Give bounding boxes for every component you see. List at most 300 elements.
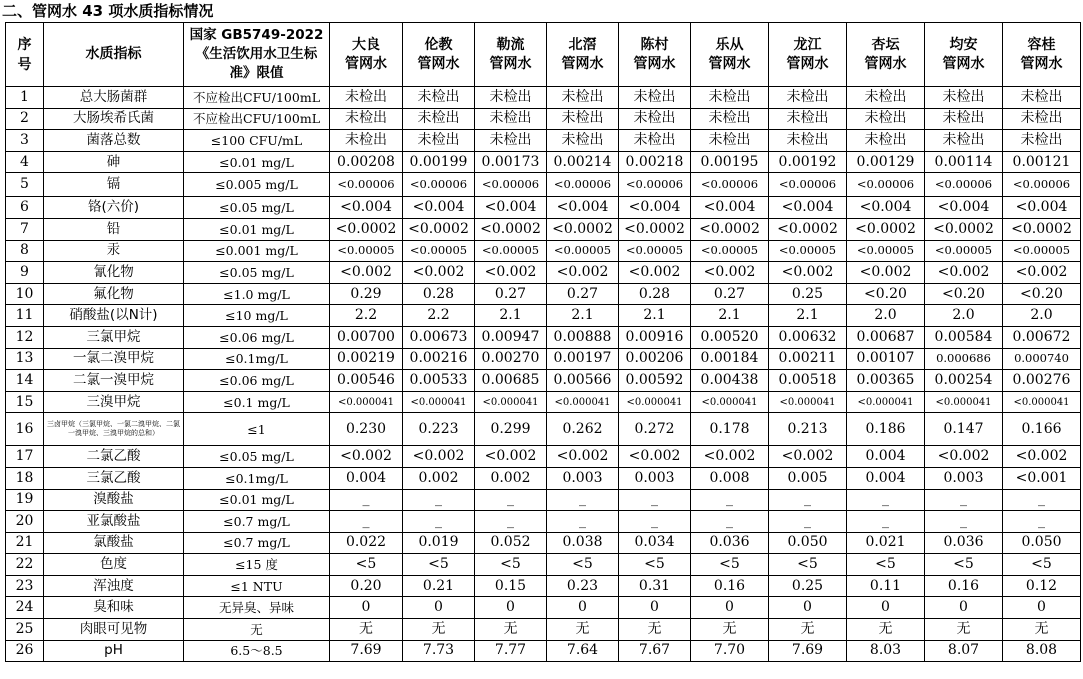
measurement-cell: 0.23 — [547, 575, 619, 597]
measurement-cell: 0.00947 — [475, 326, 547, 348]
page-title: 二、管网水 43 项水质指标情况 — [2, 2, 214, 20]
measurement-cell: 未检出 — [925, 130, 1003, 152]
indicator-name: 汞 — [44, 240, 184, 262]
measurement-cell: <0.002 — [847, 262, 925, 284]
measurement-cell: 0.16 — [691, 575, 769, 597]
measurement-cell: 8.08 — [1003, 640, 1081, 662]
measurement-cell: <0.00005 — [475, 240, 547, 262]
measurement-cell: 0.11 — [847, 575, 925, 597]
measurement-cell: <0.000041 — [403, 391, 475, 413]
standard-limit: ≤1.0 mg/L — [184, 283, 330, 305]
measurement-cell: 0.00700 — [330, 326, 403, 348]
measurement-cell: 2.1 — [547, 305, 619, 327]
measurement-cell: 0.25 — [769, 575, 847, 597]
measurement-cell: <0.004 — [925, 197, 1003, 219]
table-row — [6, 130, 1081, 152]
measurement-cell: 未检出 — [847, 87, 925, 109]
measurement-cell: <0.002 — [691, 446, 769, 468]
header-site — [769, 23, 847, 87]
standard-limit: ≤0.01 mg/L — [184, 489, 330, 511]
table-row — [6, 640, 1081, 662]
measurement-cell: 0.002 — [475, 467, 547, 489]
standard-limit: ≤0.01 mg/L — [184, 218, 330, 240]
measurement-cell: 2.2 — [330, 305, 403, 327]
standard-limit: ≤0.005 mg/L — [184, 173, 330, 197]
site-type: 管网水 — [345, 55, 387, 72]
measurement-cell: 7.67 — [619, 640, 691, 662]
standard-limit: ≤15 度 — [184, 554, 330, 576]
measurement-cell: 未检出 — [547, 130, 619, 152]
measurement-cell: 无 — [691, 619, 769, 641]
header-index-line: 号 — [17, 56, 32, 73]
measurement-cell: 无 — [619, 619, 691, 641]
measurement-cell: 0.00687 — [847, 326, 925, 348]
header-indicator: 水质指标 — [44, 23, 184, 87]
measurement-cell: <0.000041 — [769, 391, 847, 413]
measurement-cell: 未检出 — [1003, 108, 1081, 130]
measurement-cell: _ — [847, 489, 925, 511]
measurement-cell: 0 — [547, 597, 619, 619]
measurement-cell: 0.00438 — [691, 370, 769, 392]
measurement-cell: 0 — [1003, 597, 1081, 619]
measurement-cell: <5 — [619, 554, 691, 576]
measurement-cell: 无 — [330, 619, 403, 641]
standard-limit: ≤0.001 mg/L — [184, 240, 330, 262]
measurement-cell: 0.213 — [769, 413, 847, 446]
row-number: 6 — [6, 197, 44, 219]
measurement-cell: 7.70 — [691, 640, 769, 662]
measurement-cell: 未检出 — [403, 130, 475, 152]
measurement-cell: 0.003 — [619, 467, 691, 489]
measurement-cell: <0.002 — [330, 262, 403, 284]
measurement-cell: 0 — [691, 597, 769, 619]
measurement-cell: <0.001 — [1003, 467, 1081, 489]
measurement-cell: 未检出 — [1003, 130, 1081, 152]
measurement-cell: 2.0 — [847, 305, 925, 327]
measurement-cell: 未检出 — [847, 130, 925, 152]
measurement-cell: _ — [475, 489, 547, 511]
measurement-cell: 0.00592 — [619, 370, 691, 392]
measurement-cell: 0.00673 — [403, 326, 475, 348]
row-number: 2 — [6, 108, 44, 130]
row-number: 16 — [6, 413, 44, 446]
standard-limit: ≤10 mg/L — [184, 305, 330, 327]
table-row — [6, 532, 1081, 554]
measurement-cell: 2.1 — [475, 305, 547, 327]
measurement-cell: <0.004 — [769, 197, 847, 219]
measurement-cell: 未检出 — [1003, 87, 1081, 109]
measurement-cell: _ — [925, 489, 1003, 511]
measurement-cell: _ — [847, 511, 925, 533]
site-name: 均安 — [949, 36, 978, 53]
measurement-cell: 0.038 — [547, 532, 619, 554]
row-number: 10 — [6, 283, 44, 305]
measurement-cell: <0.0002 — [691, 218, 769, 240]
measurement-cell: 0.036 — [925, 532, 1003, 554]
measurement-cell: <0.004 — [475, 197, 547, 219]
measurement-cell: 0.230 — [330, 413, 403, 446]
standard-limit: ≤0.7 mg/L — [184, 532, 330, 554]
measurement-cell: 0.223 — [403, 413, 475, 446]
measurement-cell: _ — [1003, 511, 1081, 533]
measurement-cell: 无 — [403, 619, 475, 641]
header-standard — [184, 23, 330, 87]
measurement-cell: 0.186 — [847, 413, 925, 446]
measurement-cell: <0.0002 — [330, 218, 403, 240]
measurement-cell: <0.002 — [925, 446, 1003, 468]
table-row — [6, 262, 1081, 284]
measurement-cell: _ — [769, 511, 847, 533]
measurement-cell: 0.00114 — [925, 151, 1003, 173]
site-type: 管网水 — [864, 55, 907, 72]
measurement-cell: <0.0002 — [619, 218, 691, 240]
row-number: 26 — [6, 640, 44, 662]
measurement-cell: <0.004 — [847, 197, 925, 219]
measurement-cell: 未检出 — [619, 108, 691, 130]
measurement-cell: 0.00216 — [403, 348, 475, 370]
measurement-cell: <0.0002 — [403, 218, 475, 240]
measurement-cell: <0.00005 — [547, 240, 619, 262]
measurement-cell: 0.00219 — [330, 348, 403, 370]
measurement-cell: 0 — [619, 597, 691, 619]
site-type: 管网水 — [489, 55, 532, 72]
header-index — [6, 23, 44, 87]
measurement-cell: <0.0002 — [925, 218, 1003, 240]
measurement-cell: 0 — [403, 597, 475, 619]
table-row — [6, 391, 1081, 413]
indicator-name: 镉 — [44, 173, 184, 197]
measurement-cell: 0.00546 — [330, 370, 403, 392]
measurement-cell: 2.2 — [403, 305, 475, 327]
header-standard-line: 《生活饮用水卫生标 — [195, 46, 318, 62]
measurement-cell: 0.28 — [619, 283, 691, 305]
measurement-cell: 未检出 — [769, 87, 847, 109]
measurement-cell: <0.00005 — [619, 240, 691, 262]
measurement-cell: 0.262 — [547, 413, 619, 446]
indicator-name: 二氯一溴甲烷 — [44, 370, 184, 392]
standard-limit: ≤0.05 mg/L — [184, 262, 330, 284]
indicator-name: 浑浊度 — [44, 575, 184, 597]
measurement-cell: <0.000041 — [847, 391, 925, 413]
measurement-cell: <0.00006 — [925, 173, 1003, 197]
measurement-cell: 0.00197 — [547, 348, 619, 370]
measurement-cell: <0.004 — [403, 197, 475, 219]
table-row — [6, 597, 1081, 619]
row-number: 23 — [6, 575, 44, 597]
standard-limit: ≤0.7 mg/L — [184, 511, 330, 533]
measurement-cell: <0.002 — [403, 262, 475, 284]
table-row — [6, 348, 1081, 370]
site-name: 杏坛 — [871, 36, 900, 53]
measurement-cell: <0.004 — [619, 197, 691, 219]
measurement-cell: _ — [475, 511, 547, 533]
header-index-line: 序 — [17, 36, 32, 53]
measurement-cell: 0.002 — [403, 467, 475, 489]
header-site — [403, 23, 475, 87]
table-row — [6, 489, 1081, 511]
measurement-cell: 未检出 — [403, 108, 475, 130]
measurement-cell: 0.00518 — [769, 370, 847, 392]
indicator-name: 砷 — [44, 151, 184, 173]
measurement-cell: 8.03 — [847, 640, 925, 662]
measurement-cell: 0.050 — [1003, 532, 1081, 554]
measurement-cell: 0.00184 — [691, 348, 769, 370]
measurement-cell: 0.00206 — [619, 348, 691, 370]
measurement-cell: 0.15 — [475, 575, 547, 597]
measurement-cell: 0.003 — [925, 467, 1003, 489]
row-number: 8 — [6, 240, 44, 262]
measurement-cell: <0.00006 — [330, 173, 403, 197]
measurement-cell: <5 — [475, 554, 547, 576]
header-standard-line: 国家 GB5749-2022 — [189, 27, 324, 43]
standard-limit: ≤0.06 mg/L — [184, 326, 330, 348]
measurement-cell: 2.1 — [769, 305, 847, 327]
measurement-cell: _ — [403, 489, 475, 511]
measurement-cell: <0.00006 — [847, 173, 925, 197]
header-site — [1003, 23, 1081, 87]
indicator-name: pH — [44, 640, 184, 662]
indicator-name: 铅 — [44, 218, 184, 240]
measurement-cell: <0.002 — [475, 262, 547, 284]
measurement-cell: <5 — [403, 554, 475, 576]
measurement-cell: 未检出 — [619, 87, 691, 109]
indicator-name: 三氯乙酸 — [44, 467, 184, 489]
table-row — [6, 326, 1081, 348]
row-number: 5 — [6, 173, 44, 197]
standard-limit: ≤0.05 mg/L — [184, 446, 330, 468]
measurement-cell: 0.00199 — [403, 151, 475, 173]
indicator-name: 二氯乙酸 — [44, 446, 184, 468]
measurement-cell: <0.004 — [1003, 197, 1081, 219]
measurement-cell: 0.25 — [769, 283, 847, 305]
site-type: 管网水 — [942, 55, 985, 72]
row-number: 14 — [6, 370, 44, 392]
header-site — [475, 23, 547, 87]
table-row — [6, 240, 1081, 262]
header-standard-line: 准》限值 — [229, 65, 284, 81]
header-site — [330, 23, 403, 87]
indicator-name: 大肠埃希氏菌 — [44, 108, 184, 130]
indicator-name: 铬(六价) — [44, 197, 184, 219]
measurement-cell: <0.0002 — [547, 218, 619, 240]
measurement-cell: <0.00005 — [691, 240, 769, 262]
measurement-cell: 0.00566 — [547, 370, 619, 392]
measurement-cell: 0.00195 — [691, 151, 769, 173]
measurement-cell: 7.77 — [475, 640, 547, 662]
row-number: 17 — [6, 446, 44, 468]
measurement-cell: 0.022 — [330, 532, 403, 554]
measurement-cell: 2.0 — [925, 305, 1003, 327]
table-row — [6, 283, 1081, 305]
measurement-cell: <0.004 — [330, 197, 403, 219]
measurement-cell: 7.69 — [769, 640, 847, 662]
measurement-cell: 7.73 — [403, 640, 475, 662]
indicator-name: 氰化物 — [44, 262, 184, 284]
header-site — [847, 23, 925, 87]
table-row — [6, 413, 1081, 446]
measurement-cell: 0.034 — [619, 532, 691, 554]
measurement-cell: <0.00006 — [1003, 173, 1081, 197]
indicator-name: 三溴甲烷 — [44, 391, 184, 413]
site-type: 管网水 — [417, 55, 460, 72]
measurement-cell: 0.178 — [691, 413, 769, 446]
measurement-cell: _ — [330, 511, 403, 533]
measurement-cell: 未检出 — [925, 87, 1003, 109]
measurement-cell: 0.00173 — [475, 151, 547, 173]
measurement-cell: <0.00006 — [769, 173, 847, 197]
measurement-cell: <0.002 — [1003, 446, 1081, 468]
measurement-cell: <0.20 — [925, 283, 1003, 305]
measurement-cell: 未检出 — [475, 108, 547, 130]
measurement-cell: <0.00006 — [547, 173, 619, 197]
measurement-cell: 未检出 — [925, 108, 1003, 130]
measurement-cell: 0.29 — [330, 283, 403, 305]
table-row — [6, 370, 1081, 392]
measurement-cell: 未检出 — [547, 87, 619, 109]
measurement-cell: 0.00192 — [769, 151, 847, 173]
measurement-cell: 0.27 — [691, 283, 769, 305]
measurement-cell: <5 — [925, 554, 1003, 576]
table-row — [6, 305, 1081, 327]
row-number: 22 — [6, 554, 44, 576]
standard-limit: ≤0.05 mg/L — [184, 197, 330, 219]
row-number: 25 — [6, 619, 44, 641]
indicator-name: 溴酸盐 — [44, 489, 184, 511]
measurement-cell: 无 — [547, 619, 619, 641]
table-row — [6, 108, 1081, 130]
measurement-cell: 0.00121 — [1003, 151, 1081, 173]
row-number: 24 — [6, 597, 44, 619]
measurement-cell: 2.1 — [691, 305, 769, 327]
measurement-cell: 0.272 — [619, 413, 691, 446]
measurement-cell: _ — [1003, 489, 1081, 511]
header-site — [547, 23, 619, 87]
measurement-cell: <0.00005 — [330, 240, 403, 262]
row-number: 13 — [6, 348, 44, 370]
measurement-cell: 0.00211 — [769, 348, 847, 370]
measurement-cell: _ — [769, 489, 847, 511]
indicator-name: 臭和味 — [44, 597, 184, 619]
site-type: 管网水 — [786, 55, 829, 72]
measurement-cell: 0.005 — [769, 467, 847, 489]
measurement-cell: 0 — [330, 597, 403, 619]
measurement-cell: <0.00006 — [691, 173, 769, 197]
measurement-cell: 0 — [847, 597, 925, 619]
measurement-cell: <0.000041 — [619, 391, 691, 413]
measurement-cell: <0.002 — [769, 262, 847, 284]
header-site — [691, 23, 769, 87]
measurement-cell: <0.002 — [547, 262, 619, 284]
measurement-cell: 0.00365 — [847, 370, 925, 392]
row-number: 4 — [6, 151, 44, 173]
table-row — [6, 619, 1081, 641]
measurement-cell: 0.00916 — [619, 326, 691, 348]
table-row — [6, 554, 1081, 576]
measurement-cell: 0.16 — [925, 575, 1003, 597]
standard-limit: ≤0.1 mg/L — [184, 391, 330, 413]
indicator-name: 亚氯酸盐 — [44, 511, 184, 533]
measurement-cell: 0.00254 — [925, 370, 1003, 392]
measurement-cell: <5 — [847, 554, 925, 576]
measurement-cell: 未检出 — [475, 87, 547, 109]
measurement-cell: 0.000686 — [925, 348, 1003, 370]
measurement-cell: <0.004 — [547, 197, 619, 219]
measurement-cell: 0.050 — [769, 532, 847, 554]
measurement-cell: <5 — [1003, 554, 1081, 576]
measurement-cell: 0.20 — [330, 575, 403, 597]
measurement-cell: 0.021 — [847, 532, 925, 554]
measurement-cell: 0 — [769, 597, 847, 619]
indicator-name: 氯酸盐 — [44, 532, 184, 554]
table-row — [6, 467, 1081, 489]
measurement-cell: 0.00276 — [1003, 370, 1081, 392]
measurement-cell: _ — [547, 511, 619, 533]
measurement-cell: <5 — [769, 554, 847, 576]
measurement-cell: 未检出 — [330, 108, 403, 130]
table-row — [6, 218, 1081, 240]
table-row — [6, 446, 1081, 468]
measurement-cell: 0 — [925, 597, 1003, 619]
table-body — [6, 87, 1081, 662]
measurement-cell: 0.052 — [475, 532, 547, 554]
table-row — [6, 511, 1081, 533]
site-type: 管网水 — [633, 55, 676, 72]
measurement-cell: 2.1 — [619, 305, 691, 327]
measurement-cell: 0.00632 — [769, 326, 847, 348]
measurement-cell: 0.00672 — [1003, 326, 1081, 348]
standard-limit: ≤0.1mg/L — [184, 467, 330, 489]
standard-limit: ≤0.06 mg/L — [184, 370, 330, 392]
measurement-cell: 0.147 — [925, 413, 1003, 446]
measurement-cell: 未检出 — [475, 130, 547, 152]
table-row — [6, 173, 1081, 197]
measurement-cell: <0.002 — [925, 262, 1003, 284]
measurement-cell: 0.31 — [619, 575, 691, 597]
measurement-cell: 无 — [475, 619, 547, 641]
measurement-cell: <0.002 — [547, 446, 619, 468]
measurement-cell: <0.000041 — [475, 391, 547, 413]
measurement-cell: <0.00006 — [475, 173, 547, 197]
measurement-cell: 未检出 — [769, 130, 847, 152]
measurement-cell: 7.69 — [330, 640, 403, 662]
measurement-cell: <0.002 — [475, 446, 547, 468]
measurement-cell: 未检出 — [691, 130, 769, 152]
header-site — [925, 23, 1003, 87]
measurement-cell: _ — [691, 489, 769, 511]
row-number: 11 — [6, 305, 44, 327]
measurement-cell: 0 — [475, 597, 547, 619]
standard-limit: 不应检出CFU/100mL — [184, 87, 330, 109]
measurement-cell: 未检出 — [691, 87, 769, 109]
standard-limit: ≤0.01 mg/L — [184, 151, 330, 173]
standard-limit: 6.5～8.5 — [184, 640, 330, 662]
site-name: 乐从 — [715, 36, 744, 53]
measurement-cell: 0.000740 — [1003, 348, 1081, 370]
measurement-cell: 未检出 — [403, 87, 475, 109]
measurement-cell: 7.64 — [547, 640, 619, 662]
measurement-cell: 0.00888 — [547, 326, 619, 348]
row-number: 20 — [6, 511, 44, 533]
measurement-cell: 未检出 — [547, 108, 619, 130]
standard-limit: ≤1 — [184, 413, 330, 446]
measurement-cell: <0.000041 — [925, 391, 1003, 413]
header-site — [619, 23, 691, 87]
site-type: 管网水 — [1020, 55, 1063, 72]
site-name: 大良 — [352, 36, 380, 53]
measurement-cell: 0.036 — [691, 532, 769, 554]
measurement-cell: <0.002 — [403, 446, 475, 468]
measurement-cell: <0.000041 — [330, 391, 403, 413]
